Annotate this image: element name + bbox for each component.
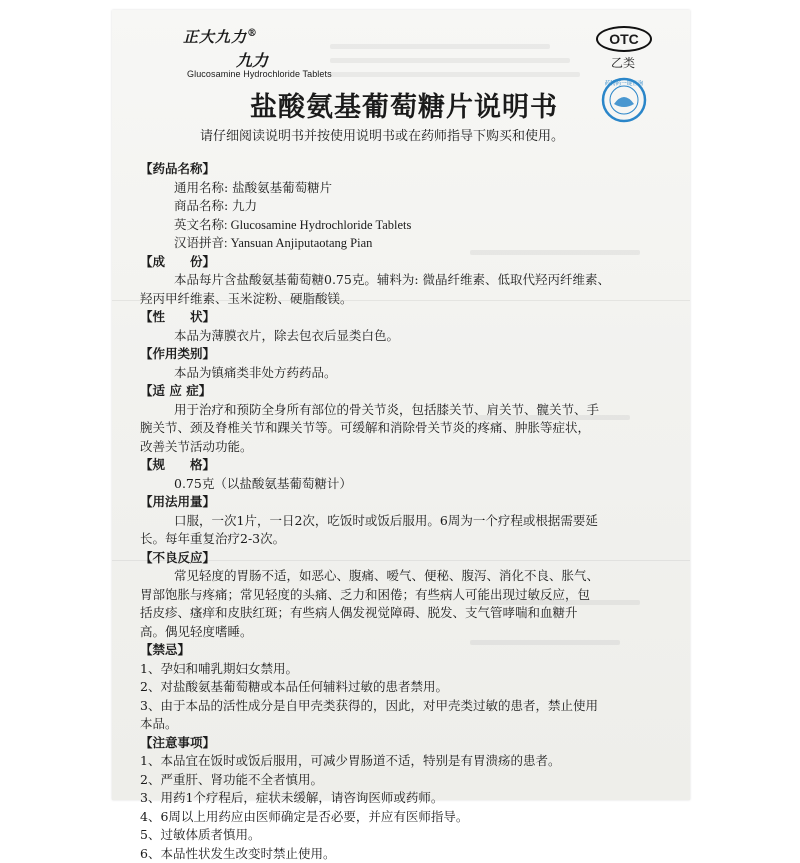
section-indications xyxy=(140,382,652,456)
drug-pinyin-name: 汉语拼音: Yansuan Anjiputaotang Pian xyxy=(140,234,652,253)
brand-logo: 正大九力® xyxy=(183,26,258,47)
section-heading: 【性 状】 xyxy=(140,308,652,327)
section-heading: 【药品名称】 xyxy=(140,160,652,179)
section-heading: 【注意事项】 xyxy=(140,734,652,753)
section-heading: 【适 应 症】 xyxy=(140,382,652,401)
list-item: 3、由于本品的活性成分是自甲壳类获得的，因此，对甲壳类过敏的患者，禁止使用 xyxy=(140,697,652,716)
list-item: 1、本品宜在饭时或饭后服用，可减少胃肠道不适，特别是有胃溃疡的患者。 xyxy=(140,752,652,771)
section-heading: 【作用类别】 xyxy=(140,345,652,364)
paragraph-line: 本品每片含盐酸氨基葡萄糖0.75克。辅料为: 微晶纤维素、低取代羟丙纤维素、 xyxy=(140,271,652,290)
list-item: 5、过敏体质者慎用。 xyxy=(140,826,652,845)
paragraph-line: 0.75克（以盐酸氨基葡萄糖计） xyxy=(140,475,652,494)
paragraph-line: 本品为薄膜衣片，除去包衣后显类白色。 xyxy=(140,327,652,346)
paragraph-line: 本品为镇痛类非处方药药品。 xyxy=(140,364,652,383)
paragraph-line: 用于治疗和预防全身所有部位的骨关节炎，包括膝关节、肩关节、髋关节、手 xyxy=(140,401,652,420)
paragraph-line: 口服，一次1片，一日2次，吃饭时或饭后服用。6周为一个疗程或根据需要延 xyxy=(140,512,652,531)
paragraph-line: 胃部饱胀与疼痛；常见轻度的头痛、乏力和困倦；有些病人可能出现过敏反应，包 xyxy=(140,586,652,605)
drug-trade-name: 商品名称: 九力 xyxy=(140,197,652,216)
paragraph-line: 括皮疹、瘙痒和皮肤红斑；有些病人偶发视觉障碍、脱发、支气管哮喘和血糖升 xyxy=(140,604,652,623)
list-item: 1、孕妇和哺乳期妇女禁用。 xyxy=(140,660,652,679)
brand-english-name: Glucosamine Hydrochloride Tablets xyxy=(187,69,332,79)
section-heading: 【用法用量】 xyxy=(140,493,652,512)
section-heading: 【成 份】 xyxy=(140,253,652,272)
section-usage xyxy=(140,493,652,549)
paragraph-line: 长。每年重复治疗2-3次。 xyxy=(140,530,652,549)
section-heading: 【禁忌】 xyxy=(140,641,652,660)
paragraph-line: 高。偶见轻度嗜睡。 xyxy=(140,623,652,642)
list-item: 6、本品性状发生改变时禁止使用。 xyxy=(140,845,652,863)
section-heading: 【规 格】 xyxy=(140,456,652,475)
paragraph-line: 改善关节活动功能。 xyxy=(140,438,652,457)
section-contraindications xyxy=(140,641,652,734)
leaflet-body xyxy=(140,160,652,863)
document-subtitle: 请仔细阅读说明书并按使用说明书或在药师指导下购买和使用。 xyxy=(200,125,564,144)
seal-text: 药物药一键查询 xyxy=(605,79,644,87)
section-composition xyxy=(140,253,652,309)
paragraph-line: 腕关节、颈及脊椎关节和踝关节等。可缓解和消除骨关节炎的疼痛、肿胀等症状， xyxy=(140,419,652,438)
query-seal-icon xyxy=(600,76,648,124)
paragraph-line: 羟丙甲纤维素、玉米淀粉、硬脂酸镁。 xyxy=(140,290,652,309)
section-drug-name xyxy=(140,160,652,253)
section-adverse-reactions xyxy=(140,549,652,642)
section-heading: 【不良反应】 xyxy=(140,549,652,568)
drug-generic-name: 通用名称: 盐酸氨基葡萄糖片 xyxy=(140,179,652,198)
paragraph-line: 常见轻度的胃肠不适，如恶心、腹痛、嗳气、便秘、腹泻、消化不良、胀气、 xyxy=(140,567,652,586)
section-appearance xyxy=(140,308,652,345)
document-title: 盐酸氨基葡萄糖片说明书 xyxy=(214,85,594,124)
list-item: 3、用药1个疗程后，症状未缓解，请咨询医师或药师。 xyxy=(140,789,652,808)
list-item: 本品。 xyxy=(140,715,652,734)
section-precautions xyxy=(140,734,652,863)
show-through-text xyxy=(330,44,550,49)
show-through-text xyxy=(330,58,570,63)
list-item: 2、对盐酸氨基葡萄糖或本品任何辅料过敏的患者禁用。 xyxy=(140,678,652,697)
list-item: 2、严重肝、肾功能不全者慎用。 xyxy=(140,771,652,790)
show-through-text xyxy=(330,72,580,77)
drug-english-name: 英文名称: Glucosamine Hydrochloride Tablets xyxy=(140,216,652,235)
section-specification xyxy=(140,456,652,493)
otc-badge: OTC xyxy=(596,26,652,52)
section-category xyxy=(140,345,652,382)
otc-class-label: 乙类 xyxy=(611,54,635,71)
list-item: 4、6周以上用药应由医师确定是否必要，并应有医师指导。 xyxy=(140,808,652,827)
brand-name: 九力 xyxy=(236,48,268,71)
